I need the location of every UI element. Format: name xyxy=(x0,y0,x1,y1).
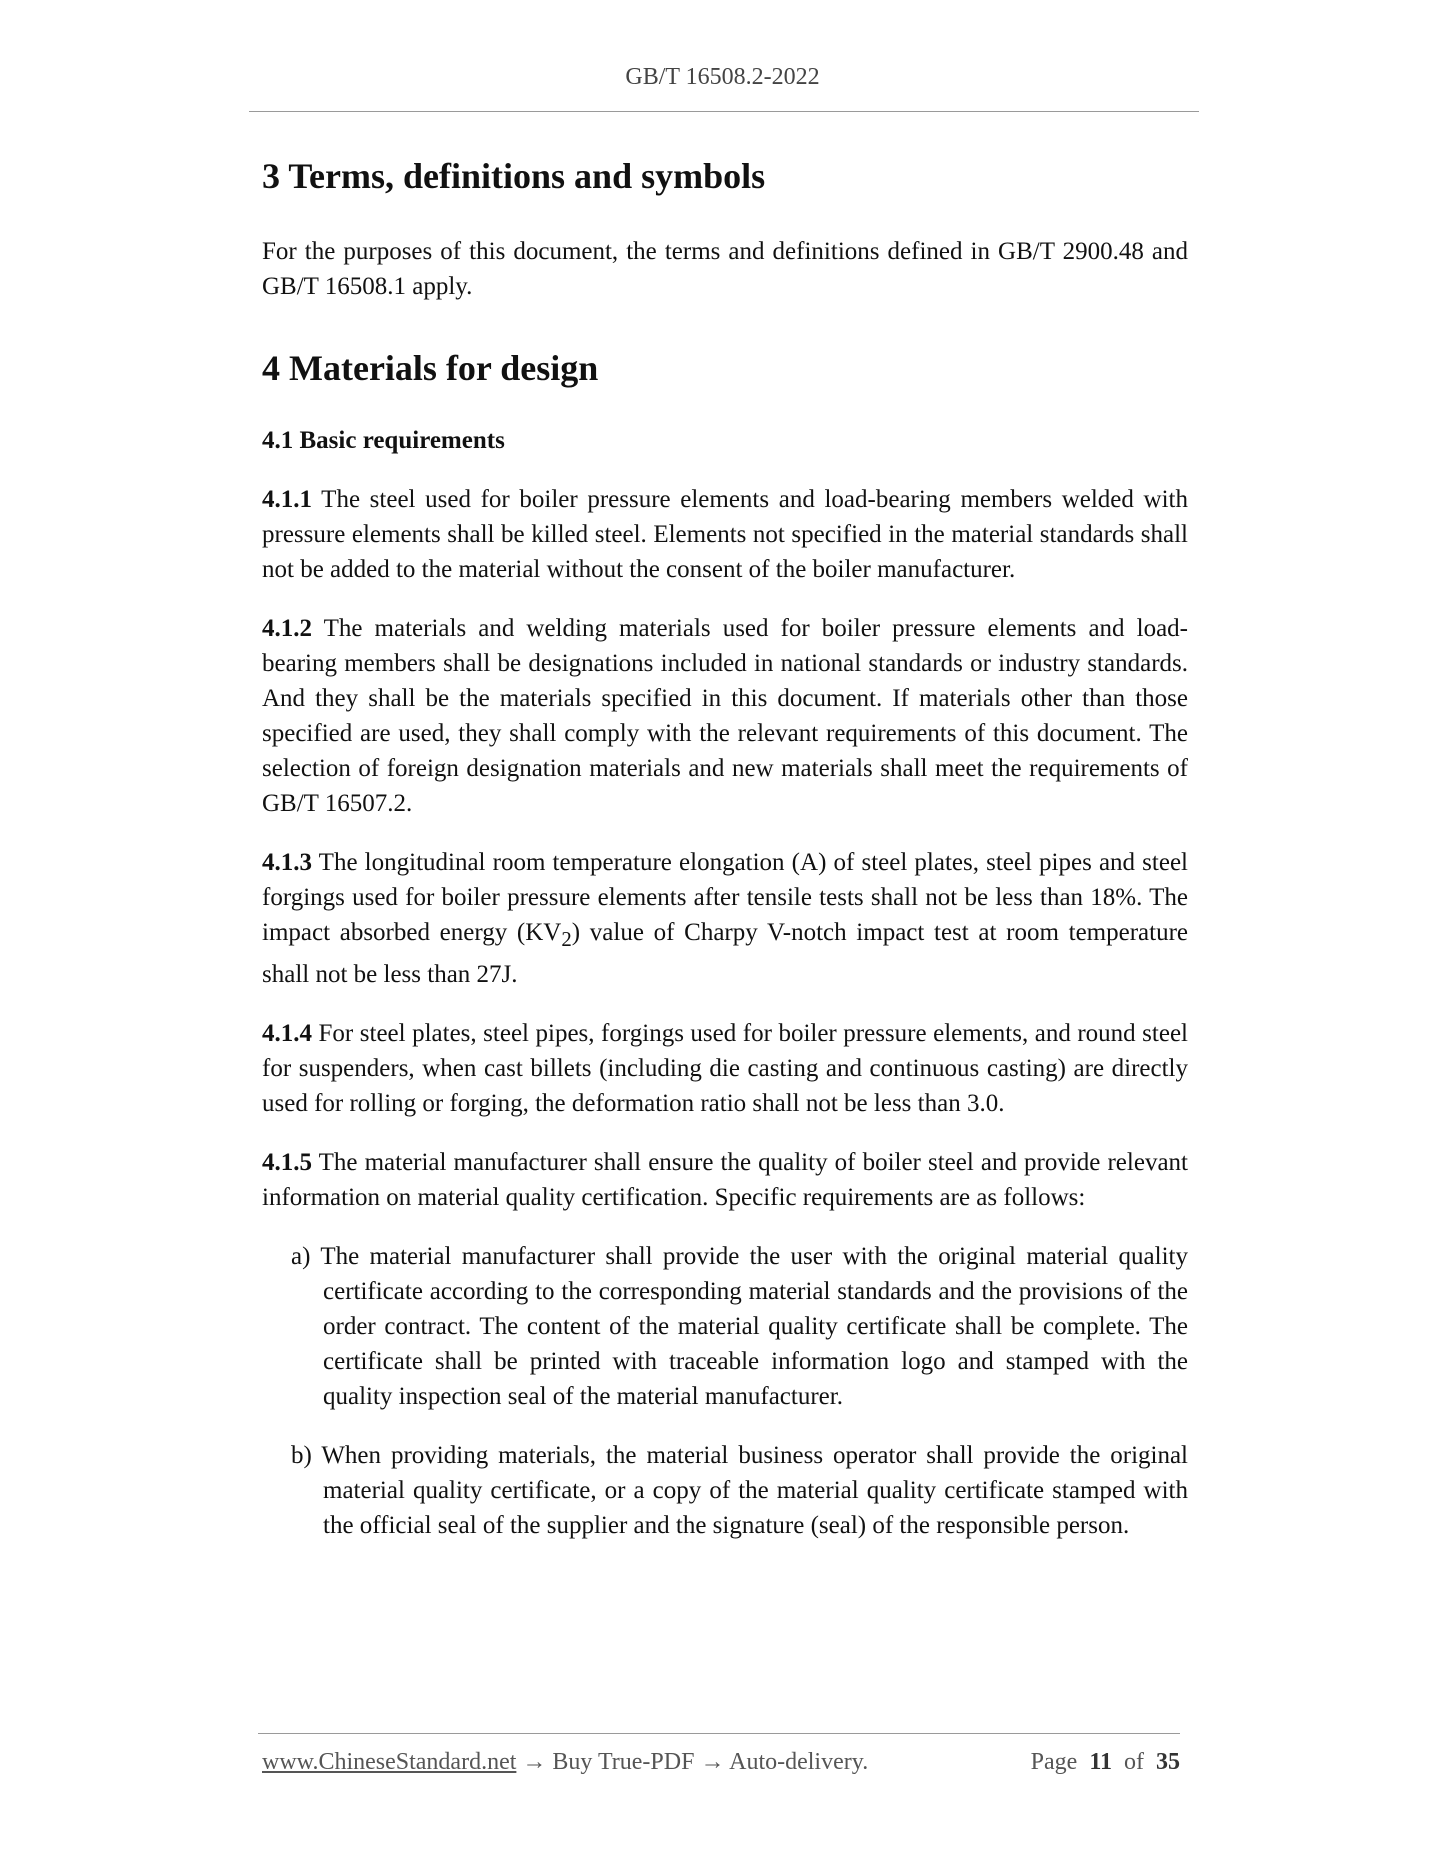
clause-text: The longitudinal room temperature elongation (A) of steel plates, steel pipes and steel forgings used for boiler pressure elements after tensile tests shall not be less than 18%. The impact absorbed energy (KV xyxy=(262,849,1188,946)
subscript: 2 xyxy=(561,927,572,951)
list-item-a: a) The material manufacturer shall provide the user with the original material quality certificate according to the corresponding material standards and the provisions of the order contract. The content of the material quality certificate shall be complete. The certificate shall be printed with traceable information logo and stamped with the quality inspection seal of the material manufacturer. xyxy=(291,1243,1188,1410)
clause-text: The materials and welding materials used for boiler pressure elements and load-bearing members shall be designations included in national standards or industry standards. And they shall be the materials specified in this document. If materials other than those specified are used, they shall comply with the relevant requirements of this document. The selection of foreign designation materials and new materials shall meet the requirements of GB/T 16507.2. xyxy=(262,615,1188,817)
clause-4-1-4 xyxy=(262,1016,1188,1121)
page-number xyxy=(1031,1749,1180,1776)
clause-4-1-3 xyxy=(262,845,1188,992)
clause-number: 4.1.2 xyxy=(262,615,312,642)
current-page: 11 xyxy=(1089,1749,1112,1775)
page-label: Page xyxy=(1030,1749,1078,1775)
clause-4-1-1 xyxy=(262,482,1188,587)
of-label: of xyxy=(1124,1749,1144,1775)
clause-number: 4.1.4 xyxy=(262,1020,312,1047)
footer-divider xyxy=(258,1733,1180,1734)
list-item-b: b) When providing materials, the material business operator shall provide the original material quality certificate, or a copy of the material quality certificate stamped with the official seal of the supplier and the signature (seal) of the responsible person. xyxy=(291,1442,1188,1539)
clause-number: 4.1.5 xyxy=(262,1149,312,1176)
page-content xyxy=(262,152,1188,1543)
section-4-1-heading: 4.1 Basic requirements xyxy=(262,427,505,454)
clause-text: The steel used for boiler pressure elements and load-bearing members welded with pressure elements shall be killed steel. Elements not specified in the material standards shall not be added to the material without the consent of the boiler manufacturer. xyxy=(262,486,1188,583)
section-3-paragraph: For the purposes of this document, the terms and definitions defined in GB/T 2900.48 and GB/T 16508.1 apply. xyxy=(262,238,1188,300)
clause-number: 4.1.1 xyxy=(262,486,312,513)
header-title: GB/T 16508.2-2022 xyxy=(625,64,820,90)
clause-4-1-5 xyxy=(262,1145,1188,1215)
header-divider xyxy=(249,111,1199,112)
section-4-heading: 4 Materials for design xyxy=(262,348,599,388)
clause-text: The material manufacturer shall ensure the quality of boiler steel and provide relevant information on material quality certification. Specific requirements are as follows: xyxy=(262,1149,1188,1211)
clause-number: 4.1.3 xyxy=(262,849,312,876)
section-3-heading: 3 Terms, definitions and symbols xyxy=(262,156,766,196)
clause-text: For steel plates, steel pipes, forgings used for boiler pressure elements, and round steel for suspenders, when cast billets (including die casting and continuous casting) are directly used for rolling or forging, the deformation ratio shall not be less than 3.0. xyxy=(262,1020,1188,1117)
clause-4-1-2 xyxy=(262,611,1188,821)
footer-promo-text: → Buy True-PDF → Auto-delivery. xyxy=(516,1749,869,1775)
clause-text-continued: ) value of Charpy V-notch impact test at room temperature shall not be less than 27J. xyxy=(262,919,1188,988)
total-pages: 35 xyxy=(1156,1749,1180,1775)
website-link[interactable]: www.ChineseStandard.net xyxy=(262,1749,517,1775)
footer-promo xyxy=(262,1749,868,1776)
